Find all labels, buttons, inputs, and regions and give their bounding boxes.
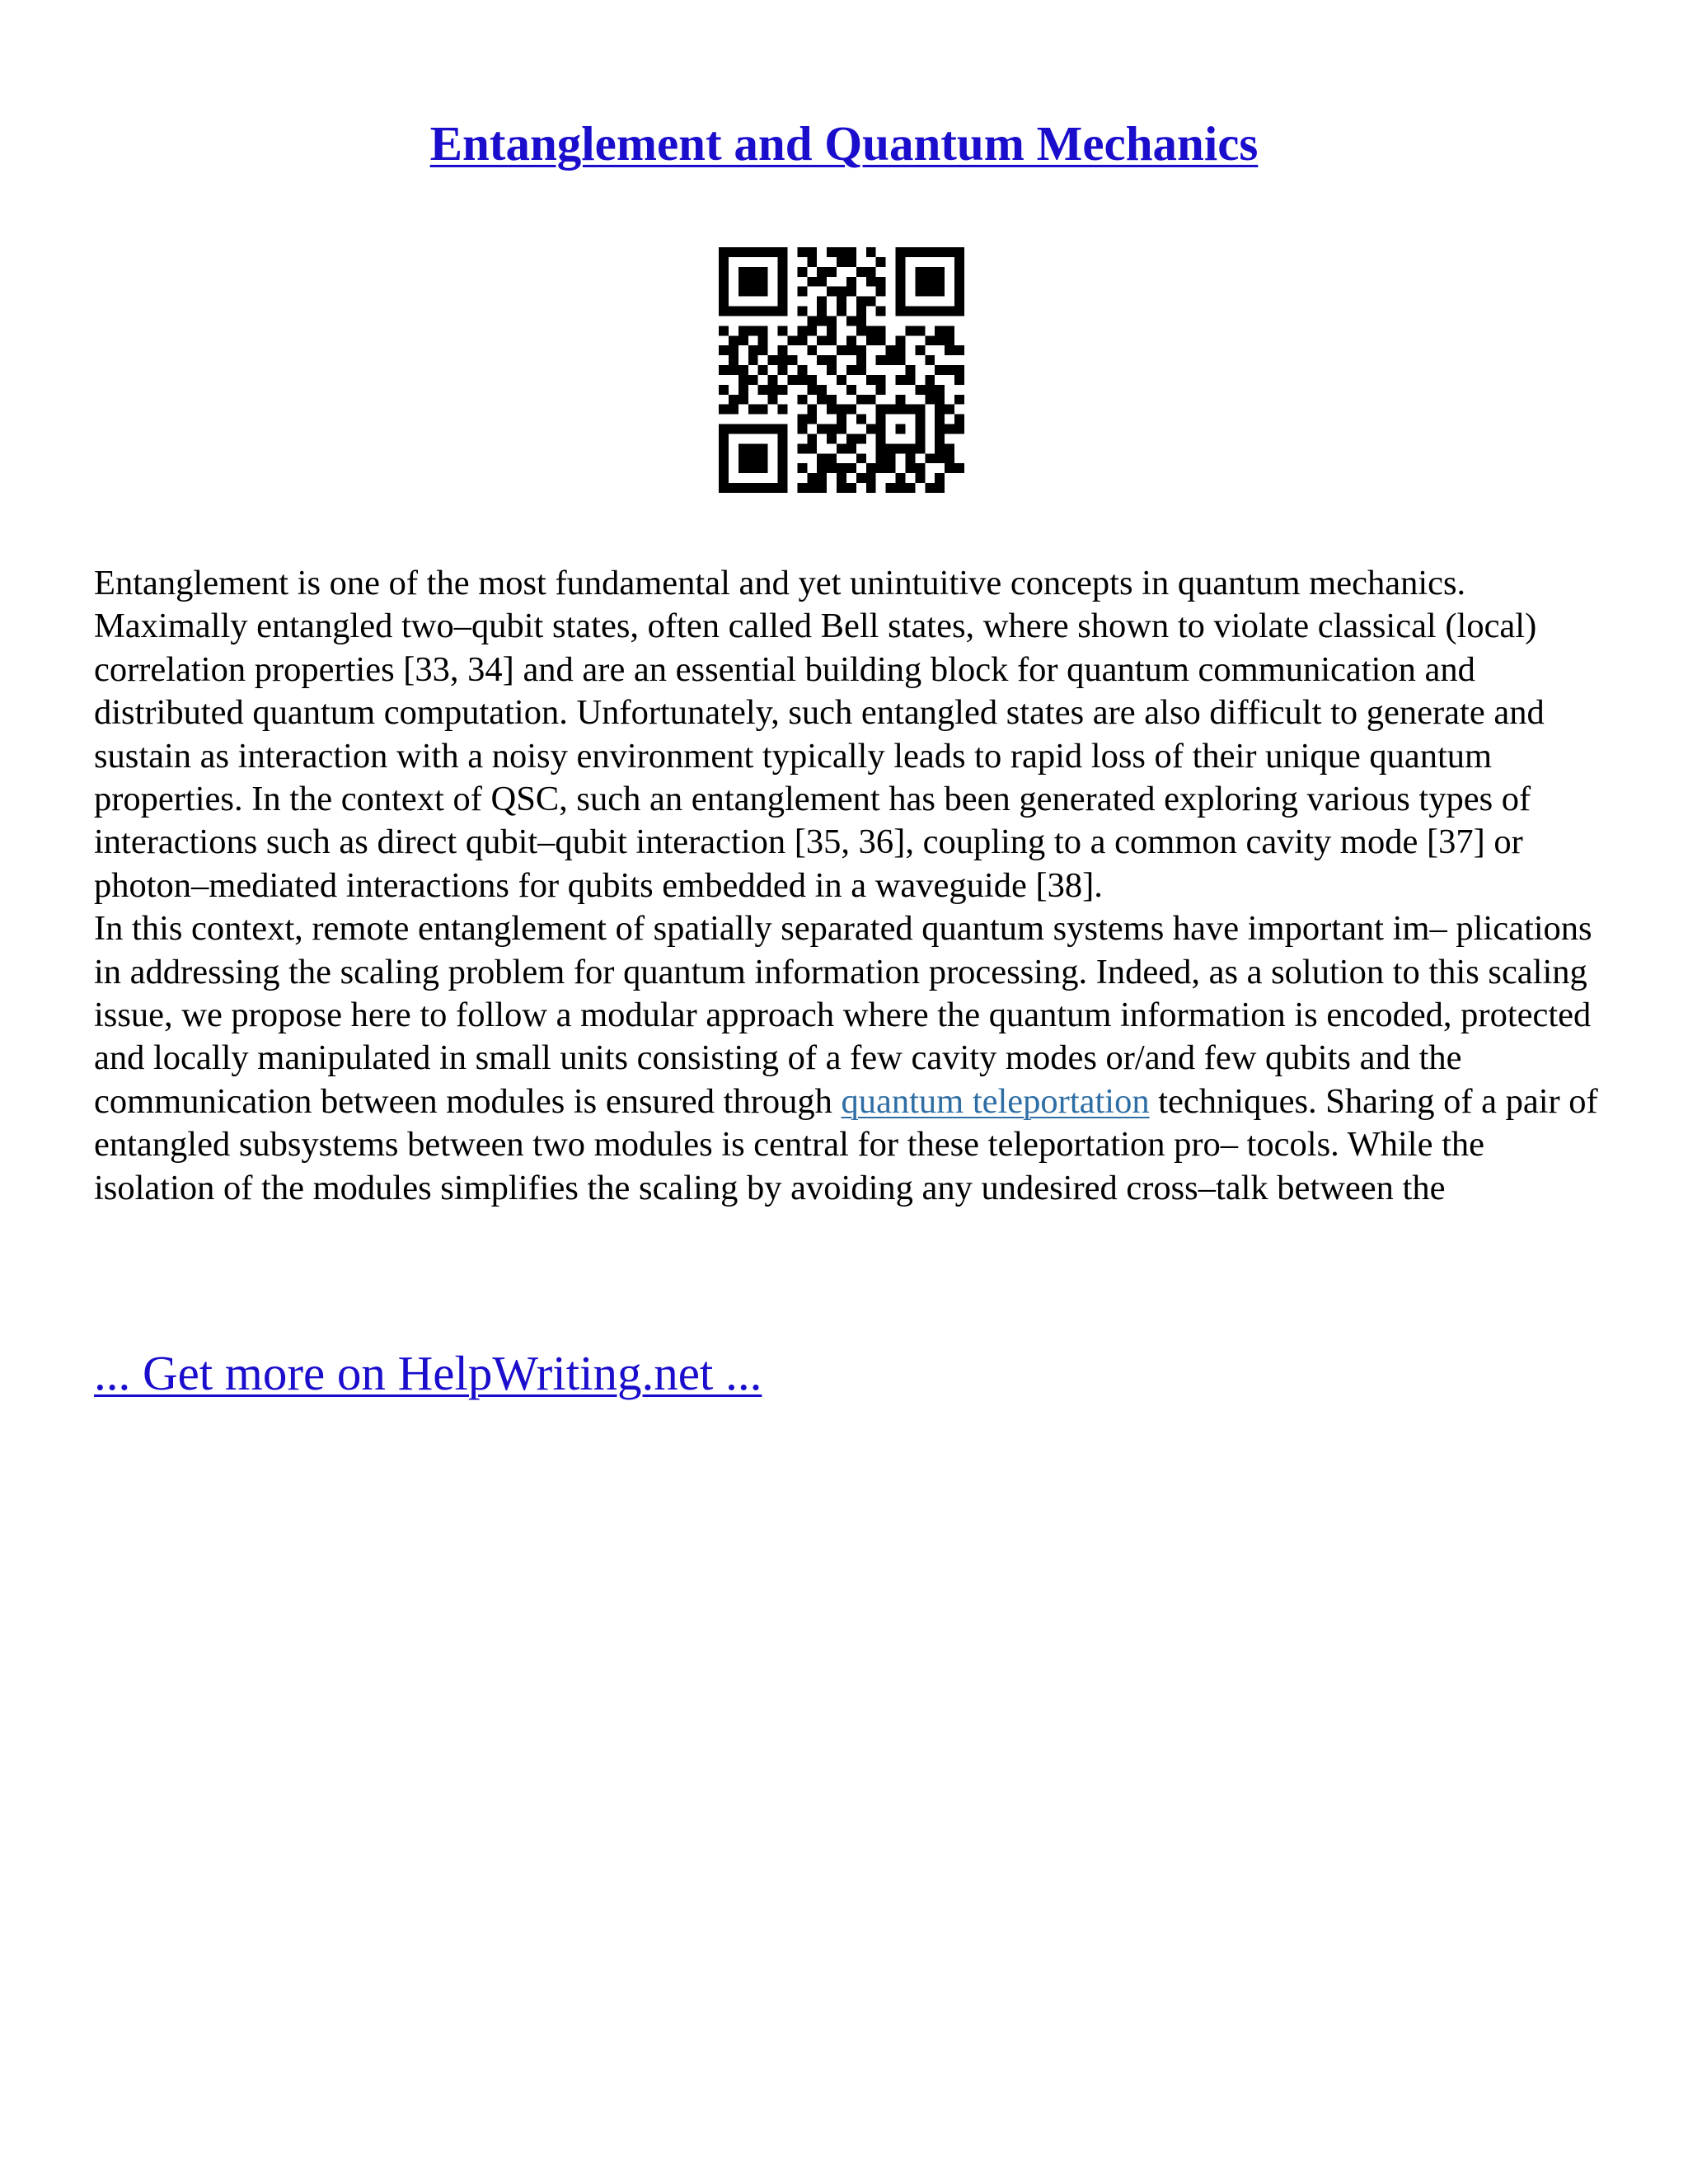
quantum-teleportation-link[interactable]: quantum teleportation — [841, 1081, 1150, 1121]
get-more-link[interactable]: ... Get more on HelpWriting.net ... — [94, 1346, 762, 1400]
article-body — [94, 562, 1602, 1210]
title-link[interactable]: Entanglement and Quantum Mechanics — [429, 116, 1259, 171]
paragraph-2-text-a: In this context, remote entanglement of spatially separated quantum systems have important im– plications in addressing the scaling problem for quantum information processing. Indeed, as a solution to this scaling issue, we propose here to follow a modular approach where the quantum information is encoded, protected and locally manipulated in small units consisting of a few cavity modes or/and few qubits and the communication between modules is ensured through — [94, 909, 1592, 1121]
paragraph-1: Entanglement is one of the most fundamental and yet unintuitive concepts in quantum mechanics. Maximally entangled two–qubit states, often called Bell states, where shown to violate classical (local) correlation properties [33, 34] and are an essential building block for quantum communication and distributed quantum computation. Unfortunately, such entangled states are also difficult to generate and sustain as interaction with a noisy environment typically leads to rapid loss of their unique quantum properties. In the context of QSC, such an entanglement has been generated exploring various types of interactions such as direct qubit–qubit interaction [35, 36], coupling to a common cavity mode [37] or photon–mediated interactions for qubits embedded in a waveguide [38]. — [94, 564, 1545, 905]
paragraph-2 — [94, 907, 1602, 1210]
paragraph-2-text-b: techniques. Sharing of a pair of entangled subsystems between two modules is central for these teleportation pro– tocols. While the isolation of the modules simplifies the scaling by avoiding any undesired cross–talk between the — [94, 1081, 1598, 1207]
get-more-container — [94, 1343, 762, 1403]
qr-code-icon — [719, 247, 964, 493]
page-title — [0, 114, 1688, 173]
